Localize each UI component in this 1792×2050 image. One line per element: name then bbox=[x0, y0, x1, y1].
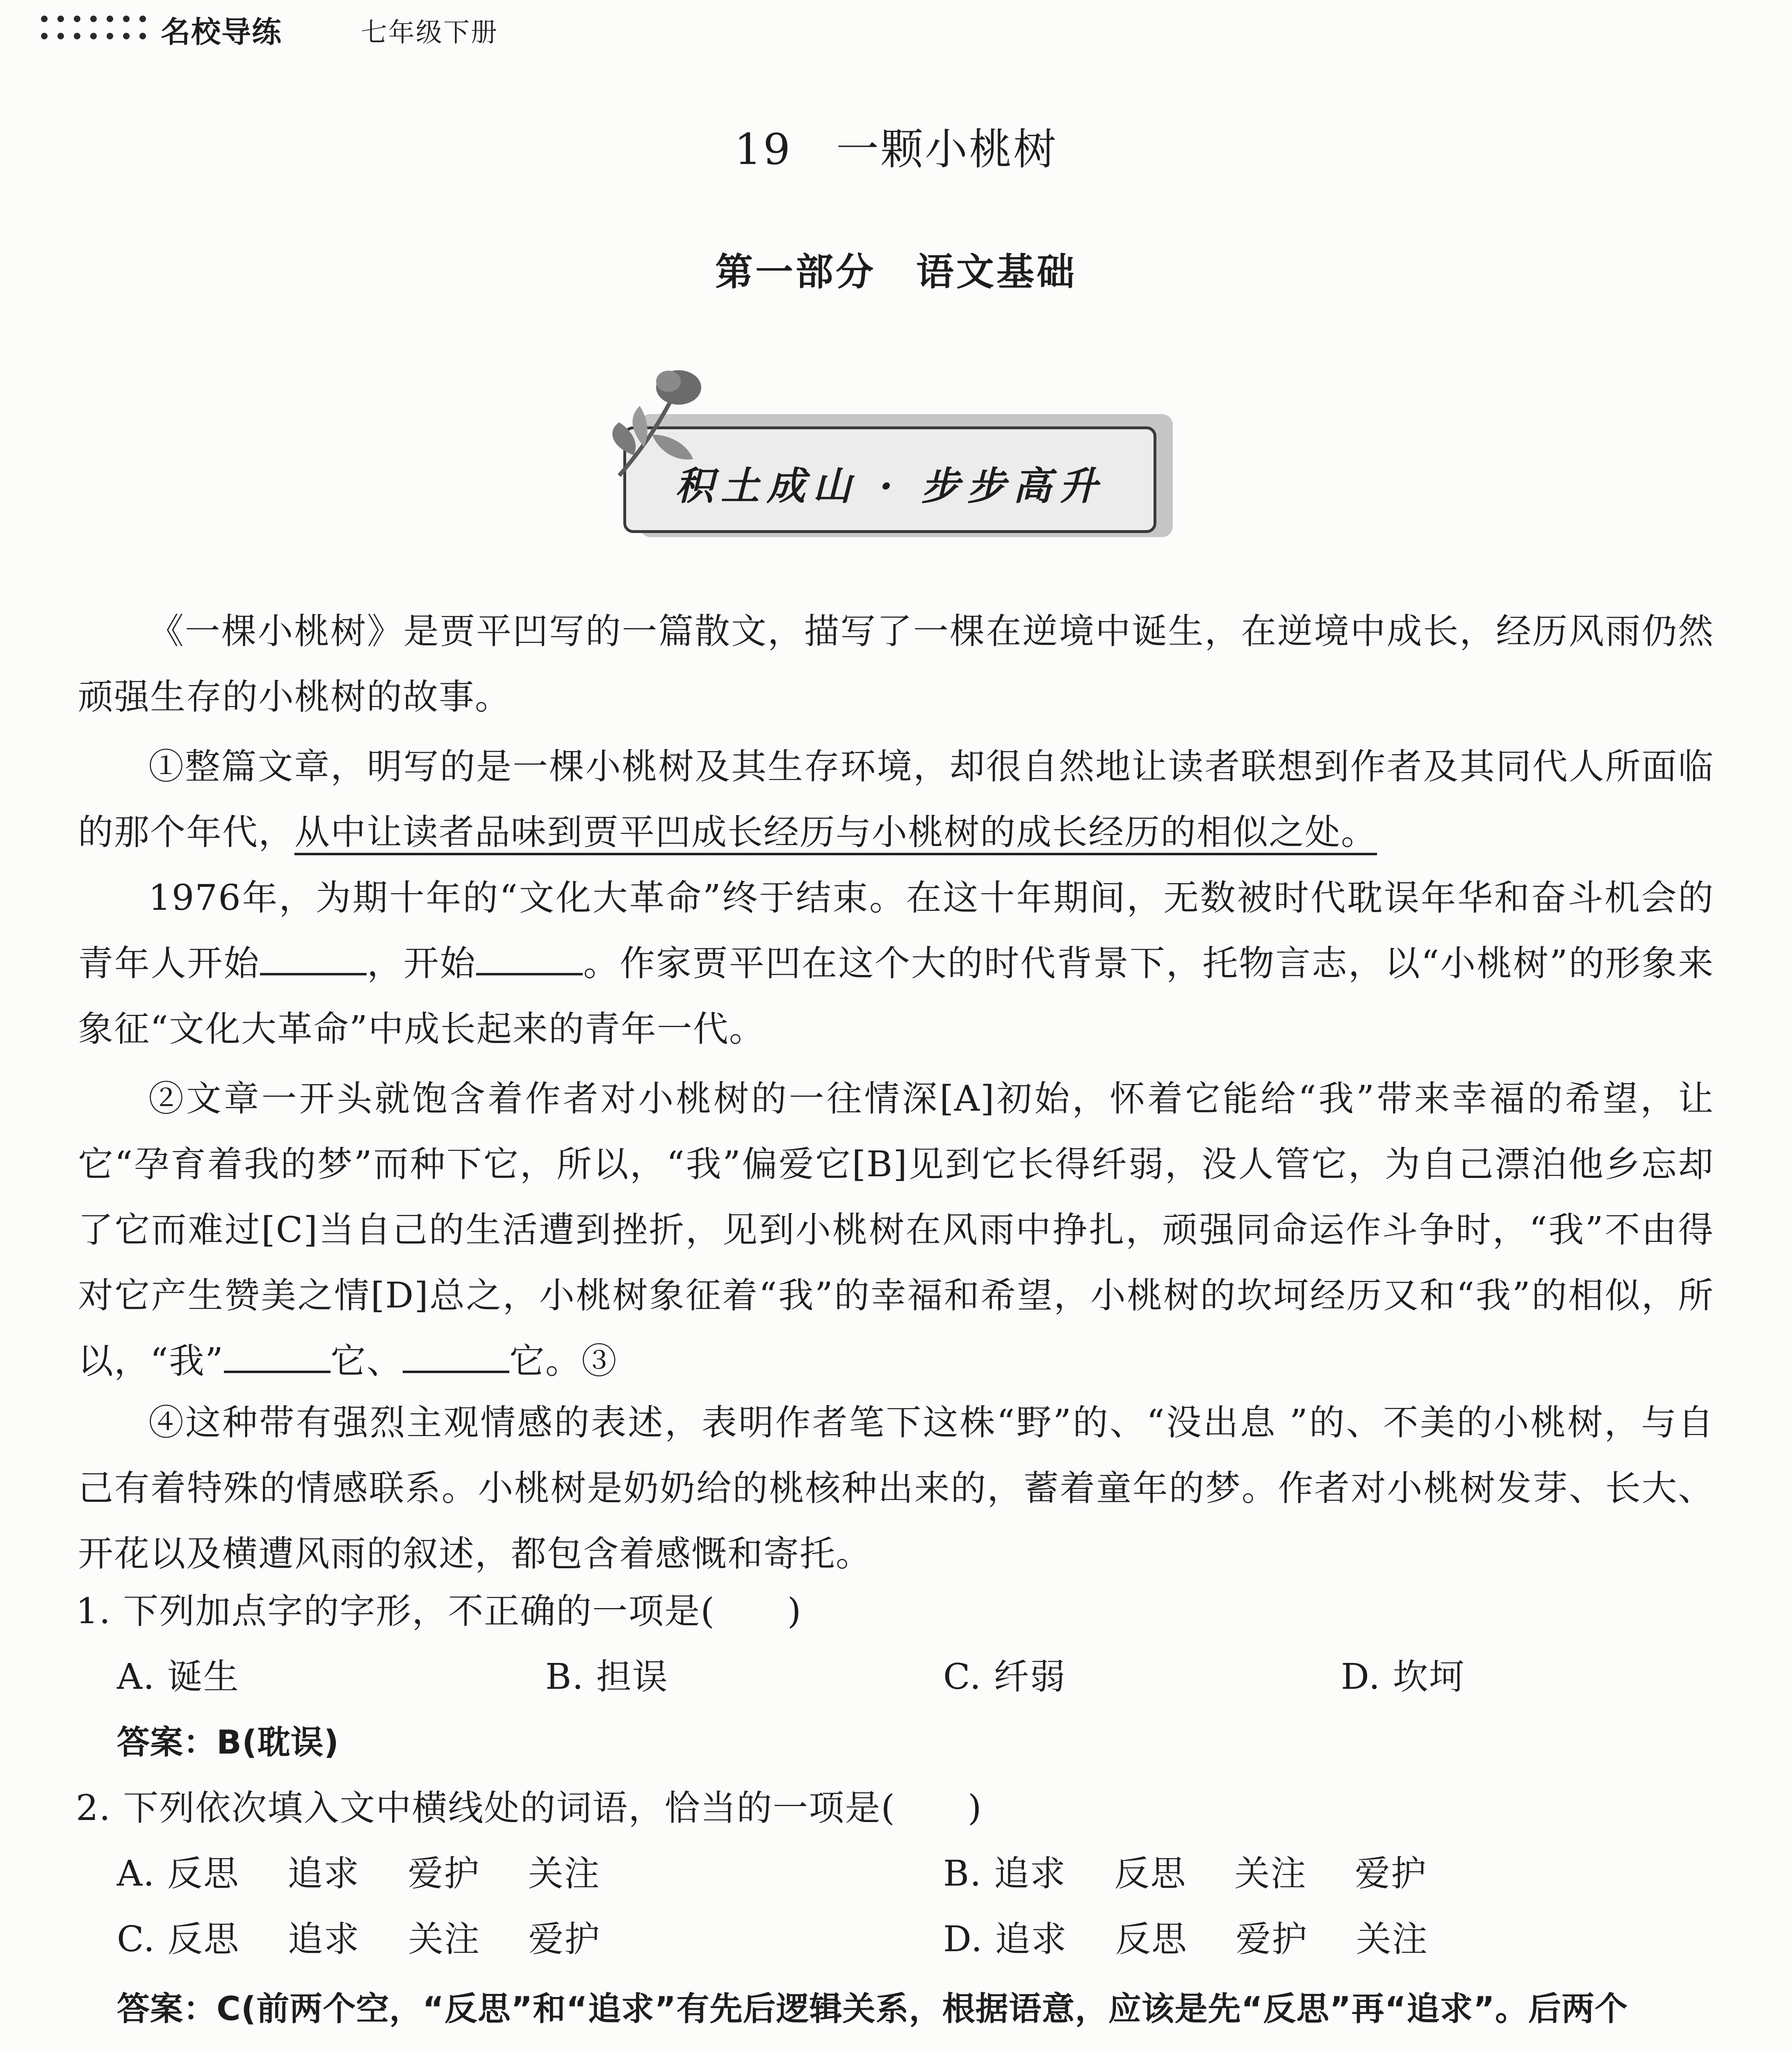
question-2-stem: 2. 下列依次填入文中横线处的词语，恰当的一项是( ) bbox=[76, 1788, 983, 1829]
banner-slogan: 积土成山 · 步步高升 bbox=[675, 464, 1105, 509]
question-1-answer: 答案：B(耽误) bbox=[117, 1723, 340, 1761]
grade-label: 七年级下册 bbox=[361, 18, 498, 48]
question-1-option-d[interactable]: D. 坎坷 bbox=[1341, 1656, 1465, 1697]
paragraph-3-text-b: ，开始 bbox=[367, 943, 476, 984]
lesson-title: 19 一颗小桃树 bbox=[734, 124, 1058, 174]
fill-blank-2[interactable] bbox=[476, 944, 583, 975]
passage-paragraph-5: ④这种带有强烈主观情感的表述，表明作者笔下这株“野”的、“没出息 ”的、不美的小桃树，与自己有着特殊的情感联系。小桃树是奶奶给的桃核种出来的，蓄着童年的梦。作者对小桃树发芽、长大、开花以及横遭风雨的叙述，都包含着感慨和寄托。 bbox=[78, 1402, 1714, 1574]
underlined-sentence: 从中让读者品味到贾平凹成长经历与小桃树的成长经历的相似之处。 bbox=[294, 812, 1377, 855]
question-2-option-b[interactable]: B. 追求 反思 关注 爱护 bbox=[943, 1853, 1427, 1894]
question-2-option-a[interactable]: A. 反思 追求 爱护 关注 bbox=[117, 1853, 600, 1894]
paragraph-4-text-c: 它。③ bbox=[509, 1341, 618, 1382]
passage-paragraph-4 bbox=[78, 1066, 1714, 1394]
series-title: 名校导练 bbox=[161, 15, 283, 49]
section-title: 第一部分 语文基础 bbox=[715, 250, 1077, 294]
question-1-stem: 1. 下列加点字的字形，不正确的一项是( ) bbox=[76, 1591, 802, 1632]
fill-blank-4[interactable] bbox=[403, 1342, 509, 1373]
paragraph-3-text-c: 。作家贾平凹在这个大的时代背景下，托物言志，以“小桃树”的形象来象征“文化大革命”中成长起来的青年一代。 bbox=[78, 943, 1714, 1050]
fill-blank-1[interactable] bbox=[260, 944, 367, 975]
question-1-option-b[interactable]: B. 担误 bbox=[545, 1656, 668, 1697]
question-2-option-d[interactable]: D. 追求 反思 爱护 关注 bbox=[943, 1919, 1428, 1960]
question-1-option-c[interactable]: C. 纤弱 bbox=[943, 1656, 1066, 1697]
passage-paragraph-3 bbox=[78, 865, 1714, 1062]
header-dots-icon bbox=[41, 16, 148, 48]
paragraph-3-text-a: 1976年，为期十年的“文化大革命”终于结束。在这十年期间，无数被时代耽误年华和奋斗机会的青年人开始 bbox=[78, 877, 1714, 984]
paragraph-4-text-b: 它、 bbox=[330, 1341, 403, 1382]
question-2-option-c[interactable]: C. 反思 追求 关注 爱护 bbox=[117, 1919, 601, 1960]
passage-paragraph-1: 《一棵小桃树》是贾平凹写的一篇散文，描写了一棵在逆境中诞生，在逆境中成长，经历风雨仍然顽强生存的小桃树的故事。 bbox=[78, 611, 1714, 718]
paragraph-4-text-a: ②文章一开头就饱含着作者对小桃树的一往情深[A]初始，怀着它能给“我”带来幸福的希望，让它“孕育着我的梦”而种下它，所以，“我”偏爱它[B]见到它长得纤弱，没人管它，为自己漂泊他乡忘却了它而难过[C]当自己的生活遭到挫折，见到小桃树在风雨中挣扎，顽强同命运作斗争时，“我”不由得对它产生赞美之情[D]总之，小桃树象征着“我”的幸福和希望，小桃树的坎坷经历又和“我”的相似，所以，“我” bbox=[78, 1078, 1714, 1382]
fill-blank-3[interactable] bbox=[224, 1342, 331, 1373]
question-2-answer: 答案：C(前两个空，“反思”和“追求”有先后逻辑关系，根据语意，应该是先“反思”再“追求”。后两个 bbox=[117, 1990, 1628, 2028]
passage-paragraph-2 bbox=[78, 734, 1714, 865]
question-1-option-a[interactable]: A. 诞生 bbox=[117, 1656, 239, 1697]
paragraph-2-text: ①整篇文章，明写的是一棵小桃树及其生存环境，却很自然地让读者联想到作者及其同代人所面临的那个年代， bbox=[78, 746, 1714, 853]
